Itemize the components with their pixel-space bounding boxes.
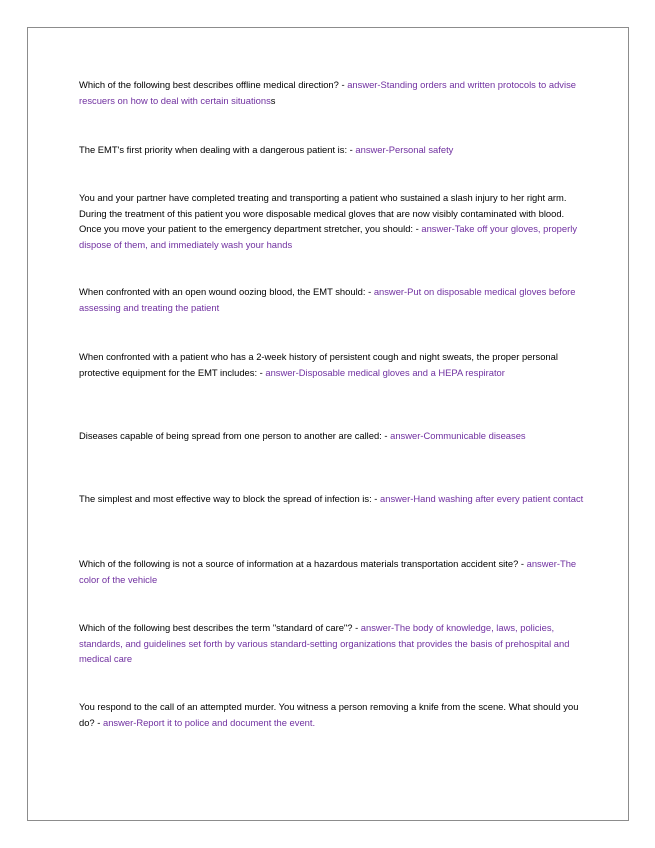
qa-item — [79, 428, 589, 444]
qa-item — [79, 77, 589, 108]
question-text: Which of the following best describes the term "standard of care"? - — [79, 622, 361, 633]
qa-item — [79, 142, 589, 158]
answer-text: answer-Personal safety — [355, 144, 454, 155]
question-text: When confronted with a patient who has a 2-week history of persistent cough and night sweats, the proper personal protective equipment for the EMT includes: - — [79, 351, 558, 378]
answer-text: answer-The color of the vehicle — [79, 558, 577, 585]
answer-text: answer-Take off your gloves, properly dispose of them, and immediately wash your hands — [79, 223, 578, 250]
qa-item — [79, 699, 589, 730]
qa-item — [79, 620, 589, 667]
question-text: You and your partner have completed treating and transporting a patient who sustained a slash injury to her right arm. During the treatment of this patient you wore disposable medical gloves that are now visibly contaminated with blood. Once you move your patient to the emergency department stretcher, you should: - — [79, 192, 567, 235]
qa-item — [79, 190, 589, 252]
qa-item — [79, 284, 589, 315]
question-text: The EMT's first priority when dealing with a dangerous patient is: - — [79, 144, 356, 155]
document-page — [27, 27, 629, 821]
answer-text: answer-Communicable diseases — [390, 430, 526, 441]
qa-item — [79, 556, 589, 587]
qa-item — [79, 491, 589, 507]
answer-text: answer-Standing orders and written protocols to advise rescuers on how to deal with certain situations — [79, 79, 576, 106]
question-text: When confronted with an open wound oozing blood, the EMT should: - — [79, 286, 374, 297]
answer-text: answer-The body of knowledge, laws, policies, standards, and guidelines set forth by various standard-setting organizations that provides the basis of prehospital and medical care — [79, 622, 570, 665]
question-text: You respond to the call of an attempted murder. You witness a person removing a knife from the scene. What should you do? - — [79, 701, 579, 728]
question-text: The simplest and most effective way to block the spread of infection is: - — [79, 493, 381, 504]
question-text: Which of the following best describes offline medical direction? - — [79, 79, 348, 90]
question-text: Diseases capable of being spread from one person to another are called: - — [79, 430, 391, 441]
answer-text: answer-Disposable medical gloves and a HEPA respirator — [265, 366, 505, 378]
answer-text: answer-Hand washing after every patient contact — [380, 493, 584, 504]
question-text: Which of the following is not a source of information at a hazardous materials transportation accident site? - — [79, 558, 527, 569]
qa-item — [79, 349, 589, 380]
answer-text: answer-Put on disposable medical gloves before assessing and treating the patient — [79, 286, 576, 313]
answer-text: answer-Report it to police and document the event. — [102, 716, 316, 728]
trailing-text: s — [270, 94, 276, 106]
